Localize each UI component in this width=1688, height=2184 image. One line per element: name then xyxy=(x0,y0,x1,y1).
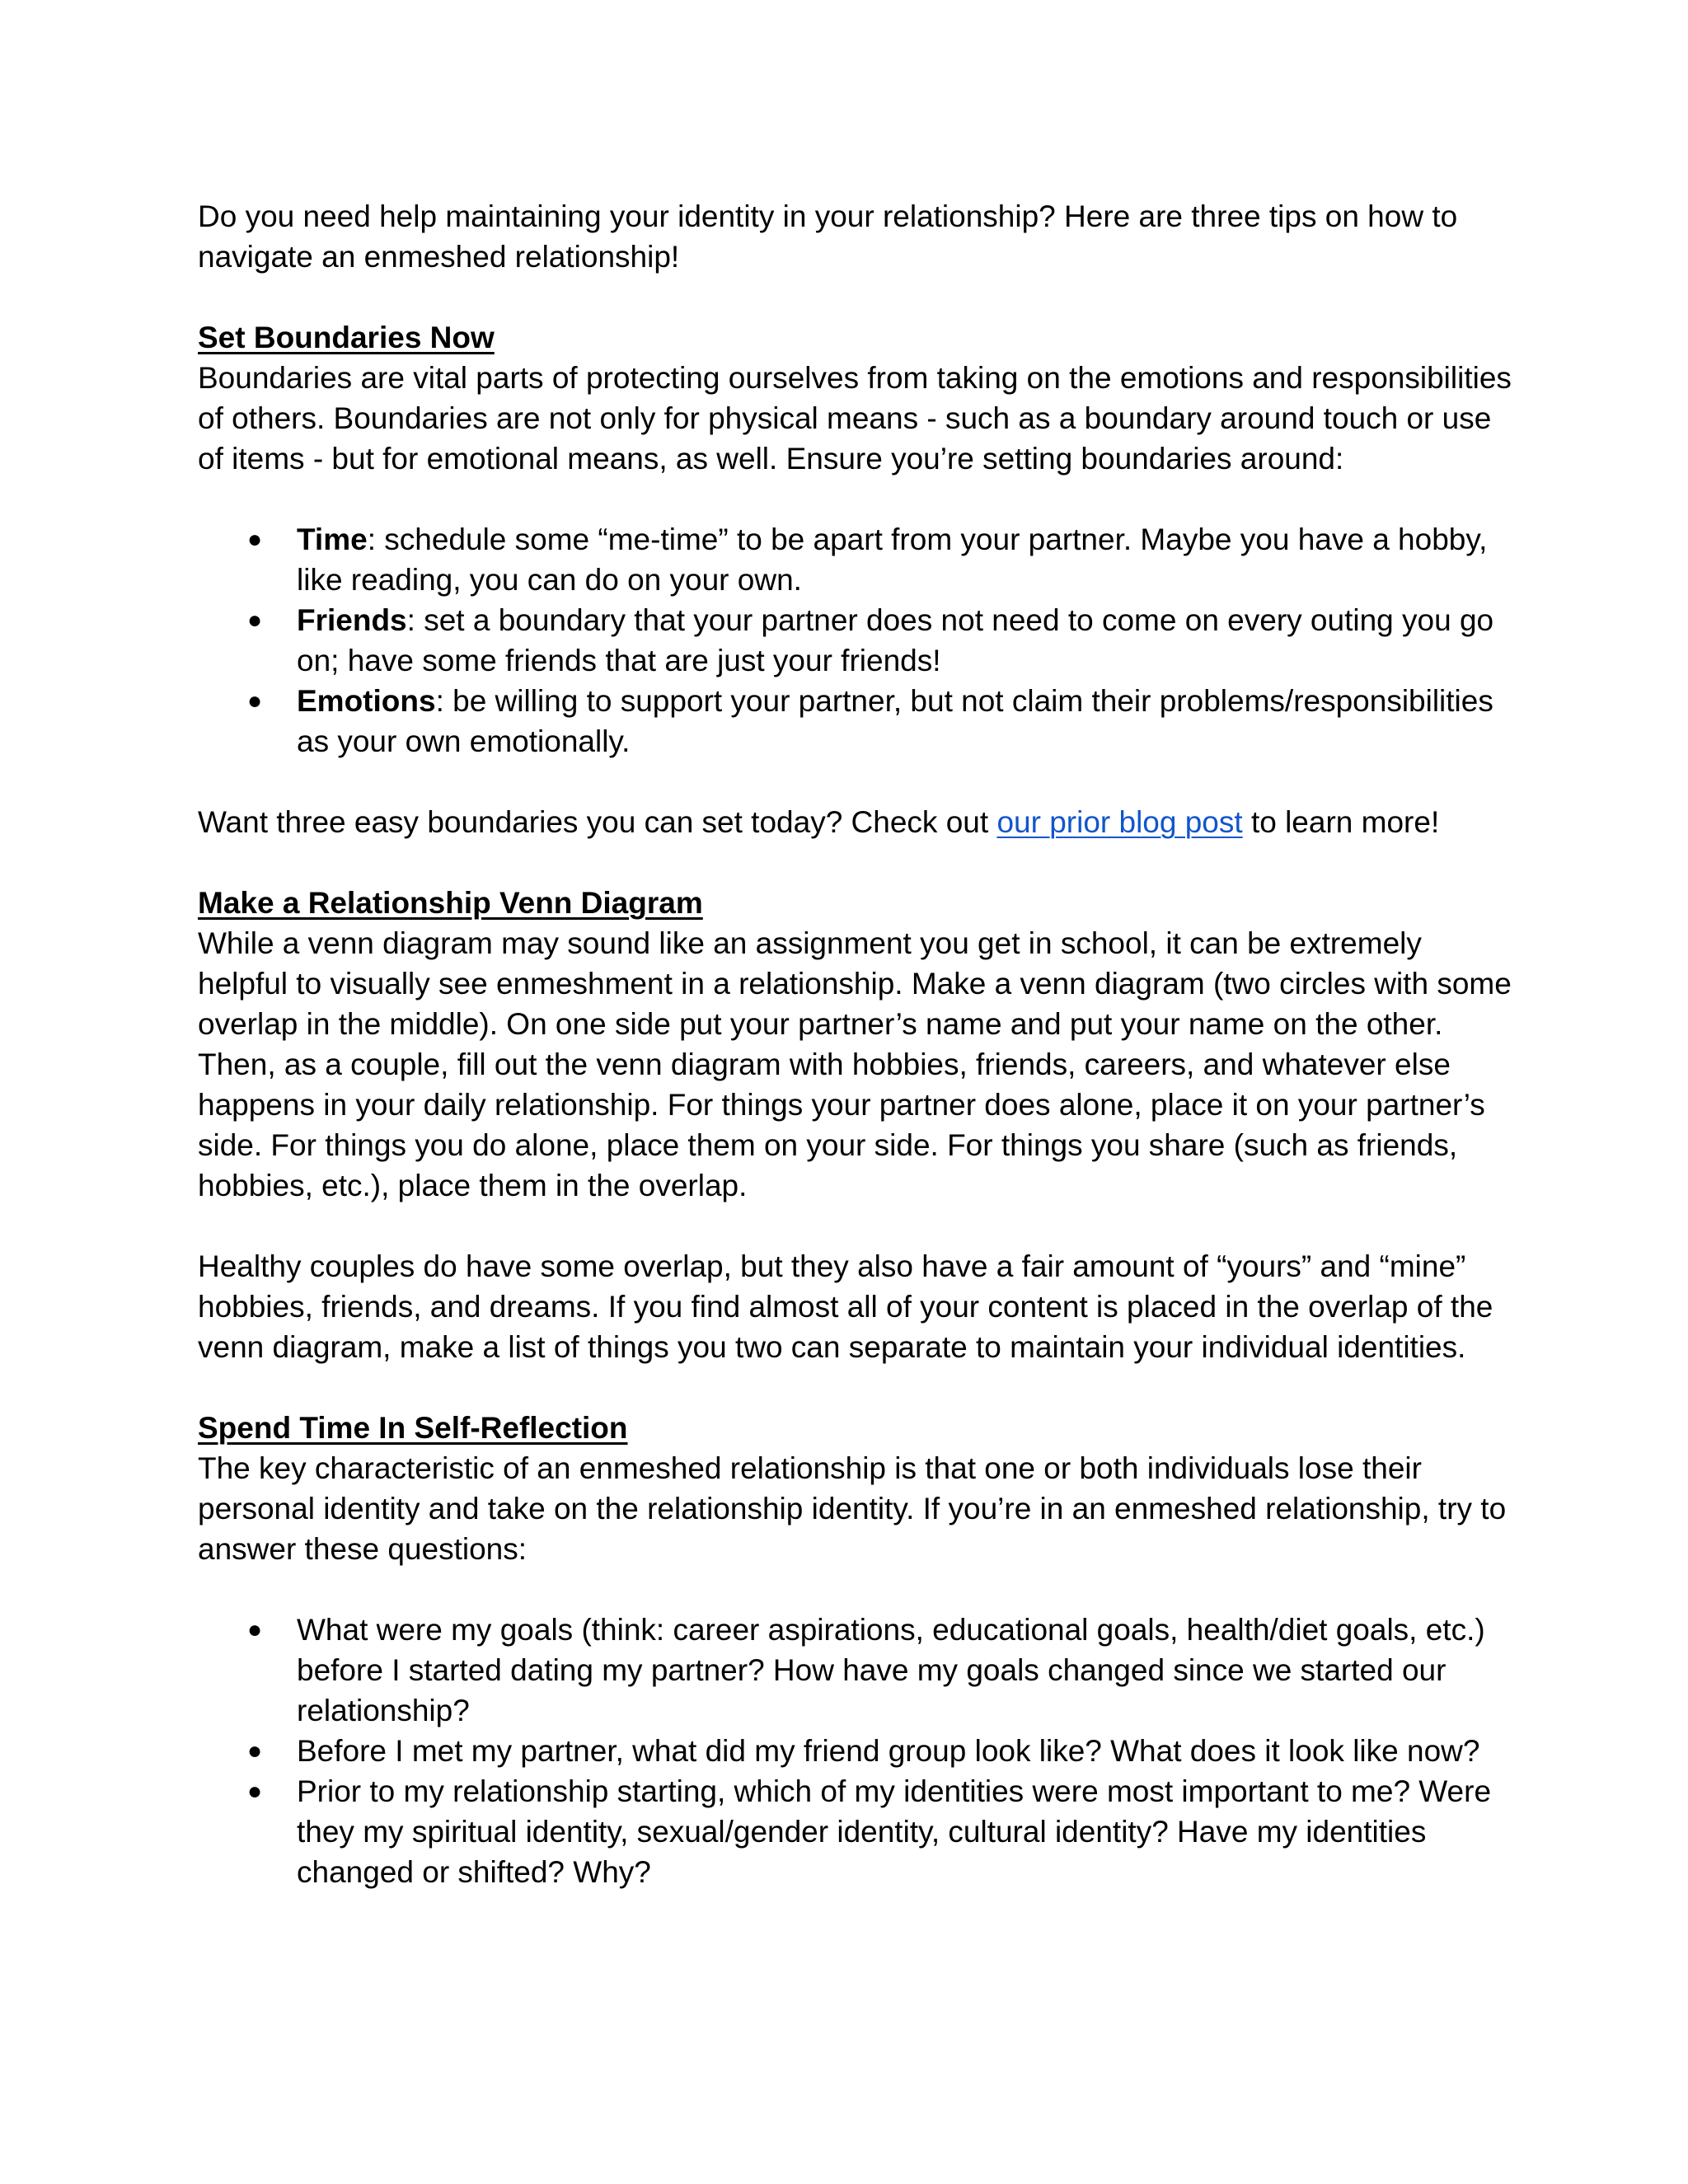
bullet-term: Emotions xyxy=(297,684,436,718)
spacer xyxy=(198,1367,1517,1408)
bullet-icon: ● xyxy=(247,1778,263,1805)
bullet-text: : be willing to support your partner, but not claim their problems/responsibilities as your own emotionally. xyxy=(297,684,1493,758)
intro-paragraph: Do you need help maintaining your identity in your relationship? Here are three tips on how to navigate an enmeshed relationship! xyxy=(198,199,1458,274)
section-body-set-boundaries: Boundaries are vital parts of protecting ourselves from taking on the emotions and responsibilities of others. Boundaries are not only for physical means - such as a boundary around touch or use of items - but for emotional means, as well. Ensure you’re setting boundaries around: xyxy=(198,361,1512,476)
list-item xyxy=(198,519,1517,600)
list-item xyxy=(198,681,1517,762)
bullet-text: Before I met my partner, what did my friend group look like? What does it look like now? xyxy=(297,1734,1480,1768)
bullet-icon: ● xyxy=(247,526,263,553)
section-heading-venn-diagram: Make a Relationship Venn Diagram xyxy=(198,886,703,920)
section-body-venn-diagram: While a venn diagram may sound like an assignment you get in school, it can be extremely helpful to visually see enmeshment in a relationship. Make a venn diagram (two circles with some overlap in the middle). On one side put your partner’s name and put your name on the other. Then, as a couple, fill out the venn diagram with hobbies, friends, careers, and whatever else happens in your daily relationship. For things your partner does alone, place it on your partner’s side. For things you do alone, place them on your side. For things you share (such as friends, hobbies, etc.), place them in the overlap. xyxy=(198,926,1512,1202)
bullet-text: : schedule some “me-time” to be apart from your partner. Maybe you have a hobby, like reading, you can do on your own. xyxy=(297,523,1488,597)
bullet-text: Prior to my relationship starting, which of my identities were most important to me? Were they my spiritual identity, sexual/gender identity, cultural identity? Have my identities changed or shifted? Why? xyxy=(297,1774,1492,1889)
bullet-term: Time xyxy=(297,523,368,556)
list-item xyxy=(198,1610,1517,1731)
spacer xyxy=(198,277,1517,317)
section-heading-self-reflection: Spend Time In Self-Reflection xyxy=(198,1411,628,1445)
boundaries-list xyxy=(198,519,1517,762)
bullet-term: Friends xyxy=(297,603,407,637)
bullet-text: What were my goals (think: career aspirations, educational goals, health/diet goals, etc.) before I started dating my partner? How have my goals changed since we started our relationship? xyxy=(297,1613,1485,1727)
bullet-icon: ● xyxy=(247,607,263,634)
list-item xyxy=(198,1771,1517,1892)
cta-text-before: Want three easy boundaries you can set today? Check out xyxy=(198,805,997,839)
spacer xyxy=(198,1569,1517,1610)
spacer xyxy=(198,1206,1517,1246)
cta-paragraph xyxy=(198,802,1517,842)
cta-text-after: to learn more! xyxy=(1242,805,1440,839)
bullet-icon: ● xyxy=(247,687,263,715)
list-item xyxy=(198,600,1517,681)
section-heading-set-boundaries: Set Boundaries Now xyxy=(198,321,495,354)
section-body-venn-diagram-2: Healthy couples do have some overlap, but they also have a fair amount of “yours” and “mine” hobbies, friends, and dreams. If you find almost all of your content is placed in the overlap of the venn diagram, make a list of things you two can separate to maintain your individual identities. xyxy=(198,1249,1493,1364)
spacer xyxy=(198,842,1517,883)
bullet-text: : set a boundary that your partner does not need to come on every outing you go on; have some friends that are just your friends! xyxy=(297,603,1494,677)
spacer xyxy=(198,479,1517,519)
questions-list xyxy=(198,1610,1517,1892)
bullet-icon: ● xyxy=(247,1737,263,1765)
spacer xyxy=(198,762,1517,802)
document-page xyxy=(198,196,1517,1892)
prior-blog-post-link[interactable]: our prior blog post xyxy=(996,805,1243,839)
section-body-self-reflection: The key characteristic of an enmeshed relationship is that one or both individuals lose their personal identity and take on the relationship identity. If you’re in an enmeshed relationship, try to answer these questions: xyxy=(198,1451,1507,1566)
list-item xyxy=(198,1731,1517,1771)
bullet-icon: ● xyxy=(247,1616,263,1643)
